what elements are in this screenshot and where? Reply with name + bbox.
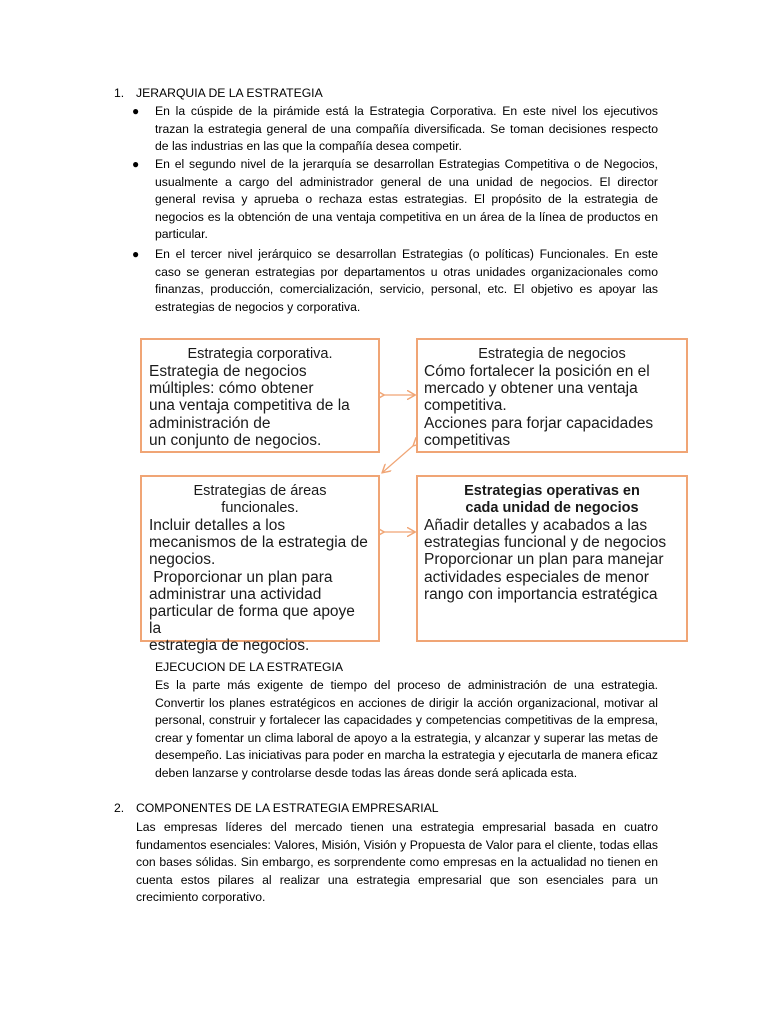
- box-line: competitivas: [424, 431, 511, 449]
- bullet-dot: ●: [132, 104, 140, 118]
- bullet-text: En el segundo nivel de la jerarquía se desarrollan Estrategias Competitiva o de Negocios, usualmente a cargo del administrador general de una unidad de negocios. El director general revisa y aprueba o rechaza estas estrategias. El propósito de la estrategia de negocios es la obtención de una ventaja competitiva en un área de la línea de productos en particular.: [155, 157, 658, 242]
- bullet-dot: ●: [132, 247, 140, 261]
- box-line: estrategia de negocios.: [149, 637, 310, 655]
- execution-body: Es la parte más exigente de tiempo del proceso de administración de una estrategia. Convertir los planes estratégicos en acciones de dirigir la acción organizacional, motivar al personal, construir y fortalecer las capacidades y competencias competitivas de la empresa, crear y fomentar un clima laboral de apoyo a la estrategia, y alcanzar y superar las metas de desempeño. Las iniciativas para poder en marcha la estrategia y ejecutarla de manera eficaz deben lanzarse y controlarse desde todas las áreas donde será aplicada esta.: [155, 678, 658, 780]
- box-line: negocios.: [149, 551, 216, 569]
- box-line: Incluir detalles a los: [149, 517, 286, 534]
- box-title-line: Estrategias operativas en: [464, 483, 640, 499]
- box-line: Cómo fortalecer la posición en el: [424, 363, 650, 380]
- box-line: particular de forma que apoye la: [149, 603, 355, 638]
- box-line: una ventaja competitiva de la: [149, 397, 350, 415]
- box-functional-strategy: [140, 475, 380, 655]
- bullet-text: En la cúspide de la pirámide está la Estrategia Corporativa. En este nivel los ejecutivos trazan la estrategia general de una compañía diversificada. Se toman decisiones respecto de las industrias en las que la compañía desea competir.: [155, 104, 658, 154]
- section-2-body: Las empresas líderes del mercado tienen una estrategia empresarial basada en cuatro fundamentos esenciales: Valores, Misión, Visión y Propuesta de Valor para el cliente, todas ellas con bases sólidas. Sin embargo, es sorprendente como empresas en la actualidad no tienen en cuenta estos pilares al realizar una estrategia empresarial que son esenciales para un crecimiento corporativo.: [136, 820, 658, 905]
- connector-business-functional: [383, 445, 414, 472]
- box-operational-strategy: [416, 475, 688, 642]
- box-line: competitiva.: [424, 397, 507, 415]
- bullet-text: En el tercer nivel jerárquico se desarrollan Estrategias (o políticas) Funcionales. En este caso se generan estrategias por departamentos u otras unidades organizacionales como finanzas, producción, comercialización, servicio, personal, etc. El objetivo es apoyar las estrategias de negocios y corporativa.: [155, 247, 658, 314]
- section-1-title: JERARQUIA DE LA ESTRATEGIA: [136, 86, 323, 100]
- execution-title: EJECUCION DE LA ESTRATEGIA: [155, 660, 344, 674]
- box-title-line: funcionales.: [221, 500, 299, 516]
- box-title: Estrategia corporativa.: [187, 346, 333, 362]
- box-line: mercado y obtener una ventaja: [424, 380, 638, 398]
- section-2-title: COMPONENTES DE LA ESTRATEGIA EMPRESARIAL: [136, 801, 439, 815]
- box-corporate-strategy: [140, 338, 380, 453]
- box-line: administrar una actividad: [149, 585, 322, 603]
- bullet-dot: ●: [132, 157, 140, 171]
- box-line: estrategias funcional y de negocios: [424, 534, 667, 552]
- bullet-business-strategy: [132, 156, 658, 246]
- box-title-line: cada unidad de negocios: [465, 500, 639, 516]
- box-line: un conjunto de negocios.: [149, 431, 322, 449]
- bullet-corporate-strategy: [132, 103, 658, 157]
- box-line: Proporcionar un plan para manejar: [424, 551, 664, 569]
- box-line: Proporcionar un plan para: [149, 568, 333, 586]
- box-title: Estrategia de negocios: [478, 346, 626, 362]
- box-business-strategy: [416, 338, 688, 453]
- bullet-functional-strategy: [132, 246, 658, 318]
- box-line: actividades especiales de menor: [424, 568, 649, 586]
- box-line: múltiples: cómo obtener: [149, 380, 314, 398]
- section-2-number: 2.: [114, 801, 125, 815]
- box-line: Acciones para forjar capacidades: [424, 414, 654, 432]
- section-2-heading: [114, 800, 674, 818]
- box-line: mecanismos de la estrategia de: [149, 534, 368, 552]
- box-line: rango con importancia estratégica: [424, 585, 658, 603]
- box-line: administración de: [149, 414, 271, 432]
- section-1-number: 1.: [114, 86, 125, 100]
- box-title-line: Estrategias de áreas: [193, 483, 327, 499]
- strategy-hierarchy-diagram: [140, 332, 688, 655]
- section-1-heading: [114, 85, 674, 103]
- box-line: Estrategia de negocios: [149, 363, 307, 380]
- box-line: Añadir detalles y acabados a las: [424, 517, 648, 534]
